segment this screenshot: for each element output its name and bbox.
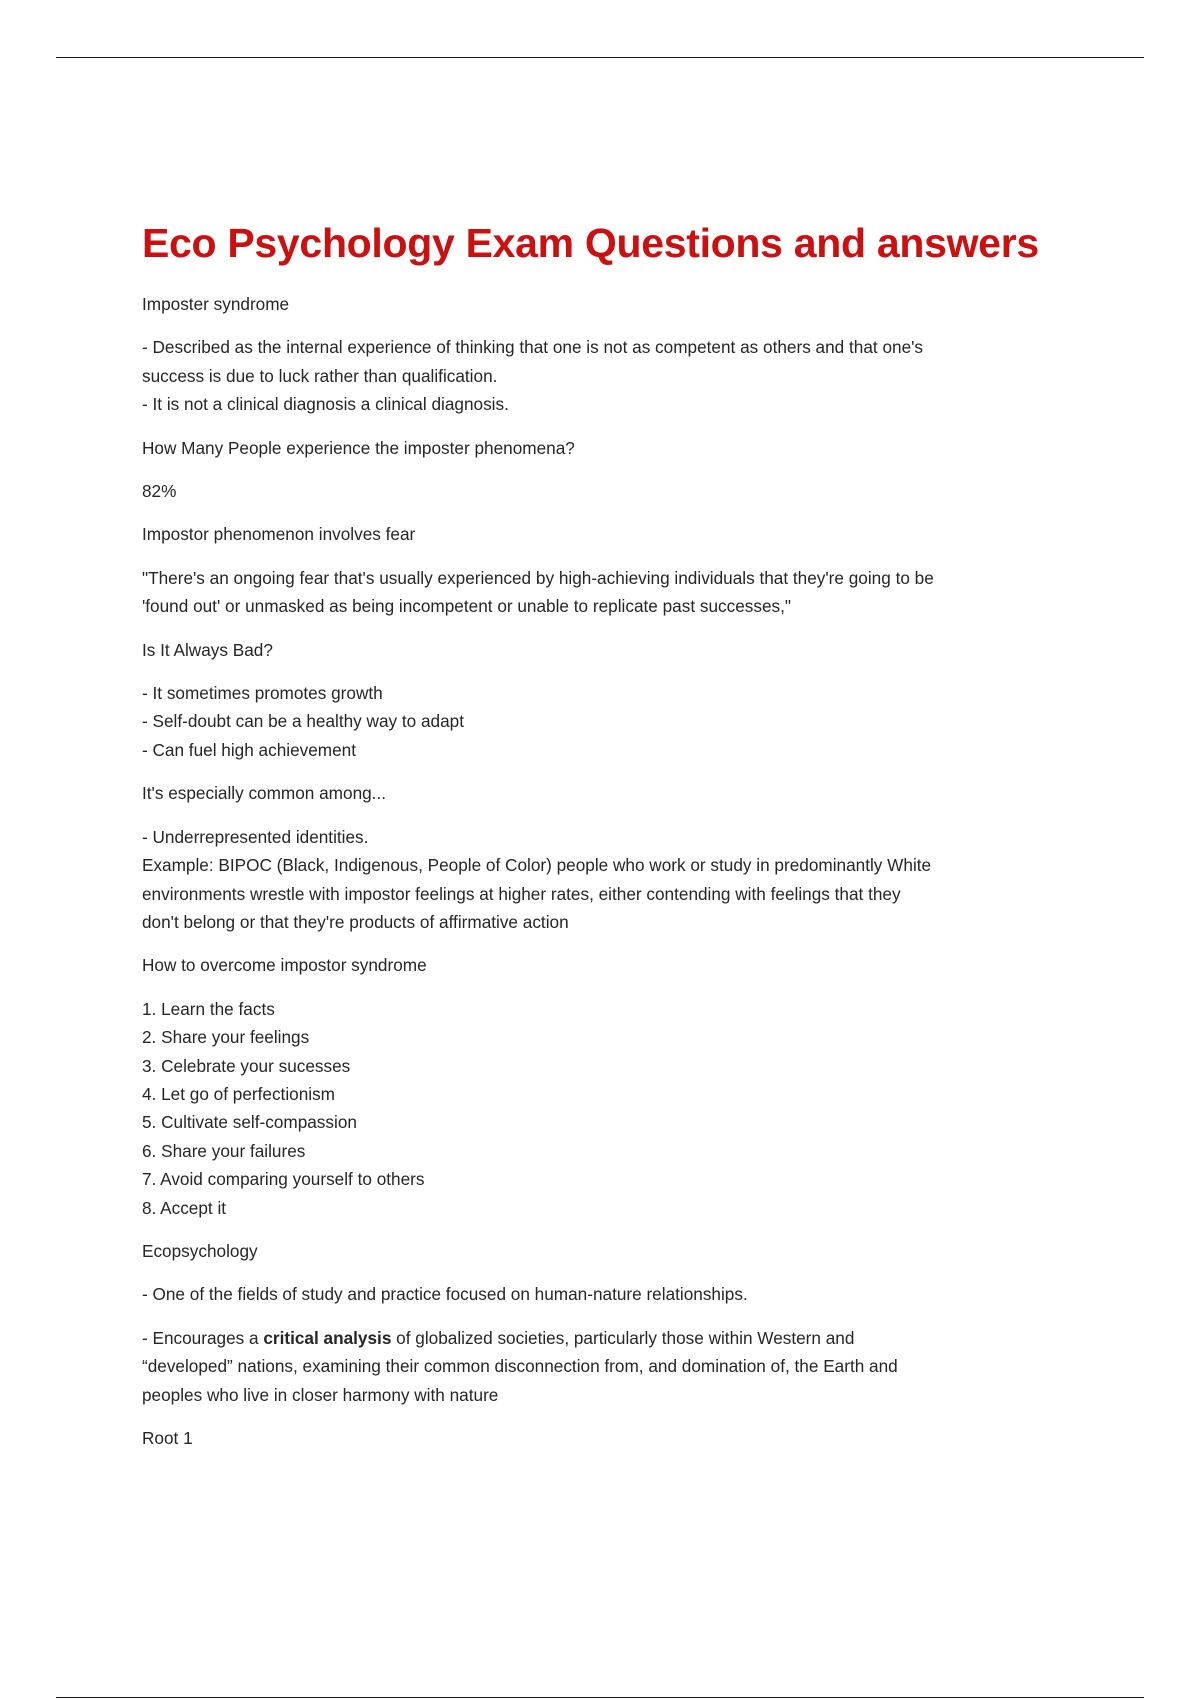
answer-always-bad: [142, 679, 1072, 764]
answer-line: [142, 1324, 1072, 1352]
list-item: 1. Learn the facts: [142, 998, 275, 1019]
answer-overcome-impostor: [142, 995, 1072, 1222]
answer-text: - Encourages a: [142, 1327, 264, 1348]
answer-impostor-fear: [142, 564, 1072, 621]
answer-ecopsychology-2: [142, 1324, 1072, 1409]
answer-line: - Can fuel high achievement: [142, 739, 357, 760]
answer-line: don't belong or that they're products of affirmative action: [142, 911, 569, 932]
answer-ecopsychology-1: - One of the fields of study and practice focused on human-nature relationships.: [142, 1284, 748, 1305]
answer-text: of globalized societies, particularly those within Western and: [391, 1327, 855, 1348]
list-item: 8. Accept it: [142, 1197, 227, 1218]
list-item: 6. Share your failures: [142, 1140, 306, 1161]
question-always-bad: Is It Always Bad?: [142, 639, 273, 660]
answer-line: - Underrepresented identities.: [142, 826, 369, 847]
answer-line: - Described as the internal experience of thinking that one is not as competent as others and that one's: [142, 337, 924, 358]
question-root-1: Root 1: [142, 1428, 193, 1448]
answer-line: - It sometimes promotes growth: [142, 683, 383, 704]
answer-line: Example: BIPOC (Black, Indigenous, People of Color) people who work or study in predominantly White: [142, 855, 932, 876]
answer-line: “developed” nations, examining their common disconnection from, and domination of, the Earth and: [142, 1356, 898, 1377]
list-item: 2. Share your feelings: [142, 1027, 310, 1048]
question-imposter-syndrome: Imposter syndrome: [142, 294, 290, 314]
answer-imposter-syndrome: [142, 333, 1072, 418]
question-how-many-people: How Many People experience the imposter phenomena?: [142, 437, 575, 458]
footer-rule: [56, 1697, 1144, 1698]
answer-line: peoples who live in closer harmony with nature: [142, 1384, 499, 1405]
list-item: 5. Cultivate self-compassion: [142, 1112, 357, 1133]
answer-common-among: [142, 823, 1072, 937]
list-item: 4. Let go of perfectionism: [142, 1083, 335, 1104]
answer-line: 'found out' or unmasked as being incompetent or unable to replicate past successes,": [142, 596, 791, 617]
question-overcome-impostor: How to overcome impostor syndrome: [142, 955, 427, 976]
header-rule: [56, 57, 1144, 58]
emphasis-text: critical analysis: [263, 1327, 392, 1348]
answer-line: "There's an ongoing fear that's usually experienced by high-achieving individuals that they're going to be: [142, 567, 934, 588]
answer-line: - It is not a clinical diagnosis a clinical diagnosis.: [142, 394, 509, 415]
question-impostor-fear: Impostor phenomenon involves fear: [142, 524, 416, 545]
list-item: 3. Celebrate your sucesses: [142, 1055, 351, 1076]
document-title: Eco Psychology Exam Questions and answers: [142, 220, 1039, 266]
list-item: 7. Avoid comparing yourself to others: [142, 1169, 425, 1190]
document-body: [142, 218, 1072, 1467]
answer-line: environments wrestle with impostor feelings at higher rates, either contending with feelings that they: [142, 883, 901, 904]
question-ecopsychology: Ecopsychology: [142, 1240, 258, 1261]
answer-how-many-people: 82%: [142, 481, 177, 502]
answer-line: success is due to luck rather than qualification.: [142, 365, 498, 386]
answer-line: - Self-doubt can be a healthy way to adapt: [142, 711, 464, 732]
question-common-among: It's especially common among...: [142, 783, 387, 804]
